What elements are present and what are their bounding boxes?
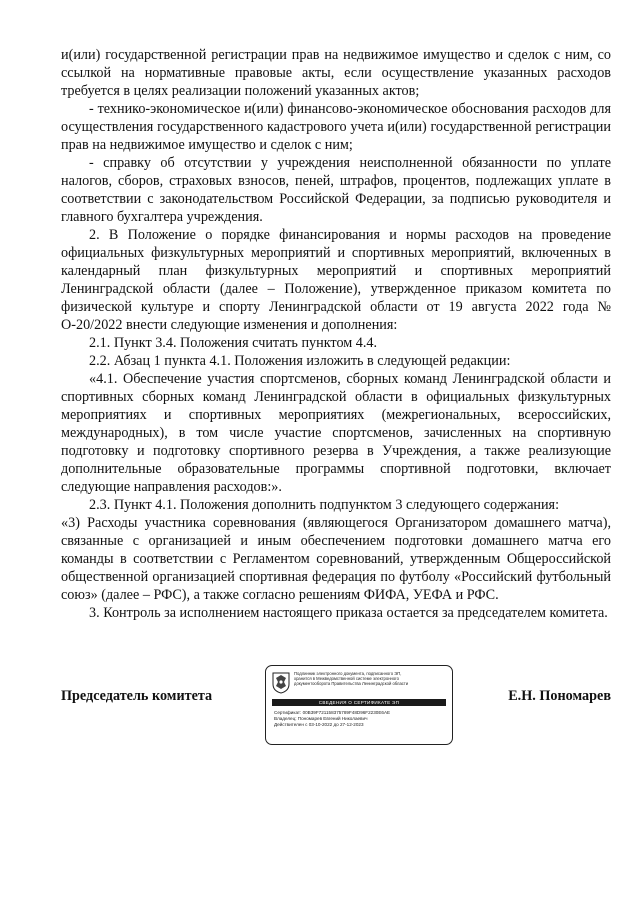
- paragraph-quote-4-1: «4.1. Обеспечение участия спортсменов, сборных команд Ленинградской области и спортивных сборных команд Ленинградской области в официальных физкультурных мероприятиях и спортивных мероприятиях (межрегиональных, всероссийских, международных), в том числе участие спортсменов, зачисленных на спортивную подготовку и подготовку спортивного резерва в Учреждения, а также реализующие дополнительные образовательные программы спортивной подготовки, включает следующие направления расходов:».: [61, 371, 611, 495]
- stamp-header-line: хранится в Межведомственной системе электронного: [294, 676, 399, 682]
- stamp-title-bar: СВЕДЕНИЯ О СЕРТИФИКАТЕ ЭП: [272, 699, 446, 706]
- paragraph-list-item: - технико-экономическое и(или) финансово-экономическое обоснования расходов для осуществления государственного кадастрового учета и(или) государственной регистрации прав на недвижимое имущество и сделок с ним;: [61, 101, 611, 153]
- paragraph-quote-3: «3) Расходы участника соревнования (являющегося Организатором домашнего матча), связанные с организацией и иным обеспечением подготовки домашнего матча его команды в соответствии с Регламентом соревнований, утвержденным Общероссийской общественной организацией спортивная федерация по футболу «Российский футбольный союз» (далее – РФС), а также согласно решениям ФИФА, УЕФА и РФС.: [61, 515, 611, 603]
- certificate-number: Сертификат: 00B39F721158375789F48D96F2230E6AE: [274, 710, 391, 715]
- signatory-name: Е.Н. Пономарев: [508, 688, 611, 704]
- paragraph-list-item: - справку об отсутствии у учреждения неисполненной обязанности по уплате налогов, сборов, страховых взносов, пеней, штрафов, процентов, подлежащих уплате в соответствии с законодательством Российской Федерации, за подписью руководителя и главного бухгалтера учреждения.: [61, 155, 611, 225]
- paragraph-section-2: 2. В Положение о порядке финансирования и нормы расходов на проведение официальных физкультурных мероприятий и спортивных мероприятий, включенных в календарный план физкультурных мероприятий и спортивных мероприятий Ленинградской области (далее – Положение), утвержденное приказом комитета по физической культуре и спорту Ленинградской области от 19 августа 2022 года № О-20/2022 внести следующие изменения и дополнения:: [61, 227, 611, 333]
- paragraph-2-3: 2.3. Пункт 4.1. Положения дополнить подпунктом 3 следующего содержания:: [89, 497, 560, 513]
- signatory-position: Председатель комитета: [61, 688, 213, 704]
- paragraph-continuation: и(или) государственной регистрации прав на недвижимое имущество и сделок с ним, со ссылкой на нормативные правовые акты, если осуществление указанных расходов требуется в целях реализации положений указанных актов;: [61, 47, 611, 99]
- paragraph-2-1: 2.1. Пункт 3.4. Положения считать пунктом 4.4.: [89, 335, 378, 351]
- stamp-header-line: Подлинник электронного документа, подписанного ЭП,: [294, 671, 402, 676]
- stamp-header-line: документооборота Правительства Ленинградской области: [294, 681, 409, 687]
- document-body: [61, 46, 611, 622]
- e-signature-stamp: [265, 665, 453, 745]
- certificate-owner: Владелец: Пономарев Евгений Николаевич: [274, 716, 368, 721]
- coat-of-arms-icon: [272, 672, 290, 694]
- stamp-details: [274, 710, 446, 728]
- stamp-header: [294, 671, 446, 687]
- certificate-validity: Действителен с 03-10-2022 до 27-12-2023: [274, 722, 364, 727]
- paragraph-section-3: 3. Контроль за исполнением настоящего приказа остается за председателем комитета.: [89, 605, 608, 621]
- paragraph-2-2: 2.2. Абзац 1 пункта 4.1. Положения изложить в следующей редакции:: [89, 353, 511, 369]
- signature-row: [61, 671, 611, 753]
